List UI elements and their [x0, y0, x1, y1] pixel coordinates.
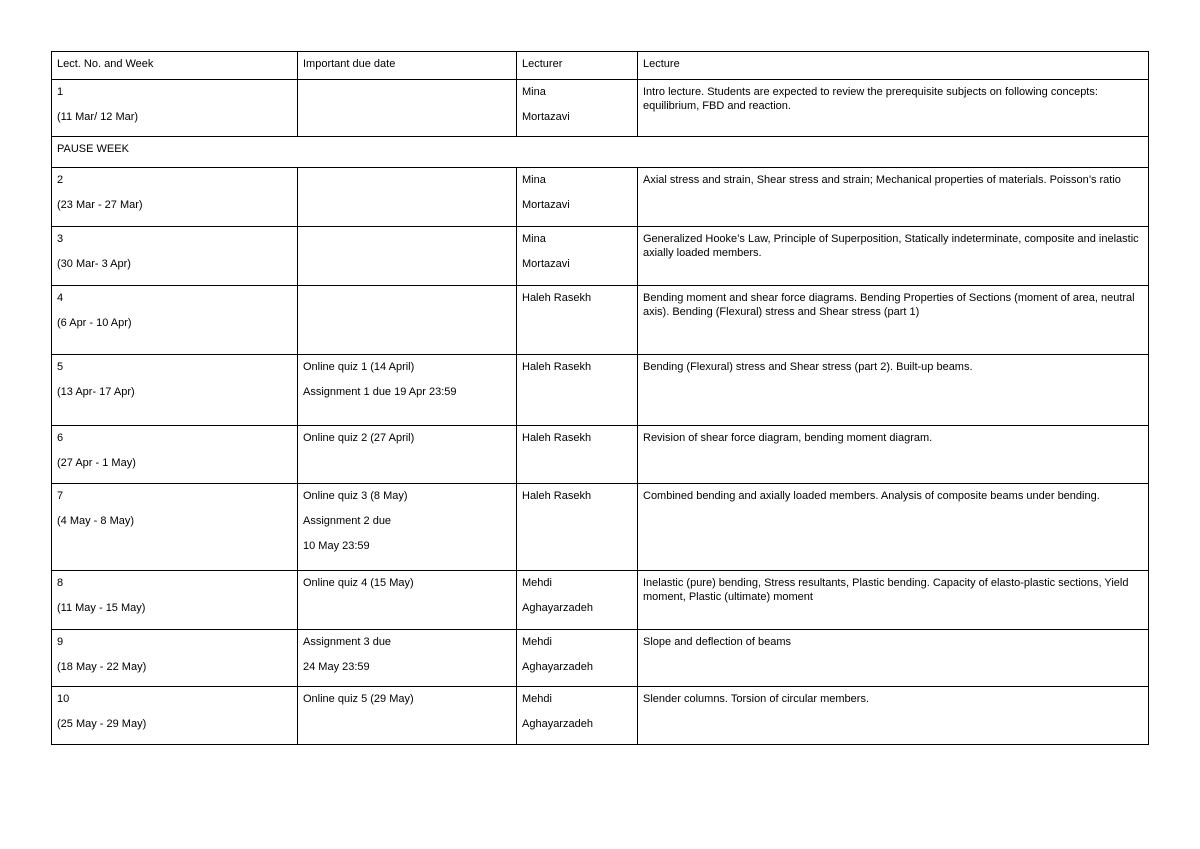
lecture-topic-cell	[638, 286, 1149, 355]
lecture-topic-cell	[638, 80, 1149, 137]
lecturer-cell	[517, 80, 638, 137]
due-date-cell-line: Online quiz 5 (29 May)	[303, 693, 414, 705]
lecture-topic-cell-line: Inelastic (pure) bending, Stress resultants, Plastic bending. Capacity of elasto-plastic sections, Yield moment, Plastic (ultimate) moment	[643, 577, 1129, 604]
lecturer-cell-line: Mehdi	[522, 577, 552, 589]
lecture-week-cell-line: (11 Mar/ 12 Mar)	[57, 111, 139, 124]
lecture-topic-cell-line: Slender columns. Torsion of circular members.	[643, 693, 869, 705]
lecture-week-cell-line: 5	[57, 361, 64, 373]
schedule-row	[52, 80, 1149, 137]
lecture-week-cell	[52, 355, 298, 426]
lecture-week-cell	[52, 484, 298, 571]
lecture-topic-cell-line: Combined bending and axially loaded members. Analysis of composite beams under bending.	[643, 490, 1100, 502]
due-date-cell	[298, 286, 517, 355]
lecture-week-cell	[52, 687, 298, 745]
schedule-body	[52, 52, 1149, 745]
lecture-week-cell	[52, 630, 298, 687]
lecture-week-cell-line: (6 Apr - 10 Apr)	[57, 317, 132, 330]
header-lecture: Lecture	[638, 52, 1149, 80]
due-date-cell	[298, 484, 517, 571]
lecture-topic-cell	[638, 426, 1149, 484]
due-date-cell-line: Assignment 3 due	[303, 636, 392, 648]
lecturer-cell-line: Mina	[522, 86, 546, 98]
lecture-week-cell-line: (18 May - 22 May)	[57, 661, 147, 674]
lecture-topic-cell	[638, 687, 1149, 745]
lecture-week-cell-line: 9	[57, 636, 64, 648]
due-date-cell-line: 24 May 23:59	[303, 661, 370, 674]
lecturer-cell-line: Haleh Rasekh	[522, 361, 592, 373]
due-date-cell-line: Online quiz 3 (8 May)	[303, 490, 408, 502]
due-date-cell-line: Assignment 2 due	[303, 515, 392, 528]
schedule-row	[52, 630, 1149, 687]
pause-week-row	[52, 137, 1149, 168]
lecture-week-cell-line: (27 Apr - 1 May)	[57, 457, 136, 470]
due-date-cell	[298, 80, 517, 137]
schedule-row	[52, 168, 1149, 227]
lecture-week-cell-line: 7	[57, 490, 64, 502]
schedule-row	[52, 571, 1149, 630]
lecture-topic-cell	[638, 227, 1149, 286]
lecturer-cell-line: Mina	[522, 233, 546, 245]
lecturer-cell	[517, 168, 638, 227]
lecture-week-cell-line: 6	[57, 432, 64, 444]
due-date-cell	[298, 426, 517, 484]
lecture-week-cell	[52, 80, 298, 137]
lecture-week-cell	[52, 168, 298, 227]
lecture-week-cell-line: (30 Mar- 3 Apr)	[57, 258, 131, 271]
lecturer-cell-line: Mina	[522, 174, 546, 186]
lecture-week-cell-line: (4 May - 8 May)	[57, 515, 135, 528]
lecturer-cell-line: Mortazavi	[522, 258, 570, 271]
due-date-cell-line: Assignment 1 due 19 Apr 23:59	[303, 386, 457, 399]
lecture-week-cell-line: 3	[57, 233, 64, 245]
schedule-row	[52, 227, 1149, 286]
header-lecturer: Lecturer	[517, 52, 638, 80]
lecture-week-cell	[52, 286, 298, 355]
due-date-cell-line: Online quiz 2 (27 April)	[303, 432, 415, 444]
header-due-date: Important due date	[298, 52, 517, 80]
header-lect-week: Lect. No. and Week	[52, 52, 298, 80]
lecturer-cell	[517, 227, 638, 286]
lecturer-cell-line: Haleh Rasekh	[522, 490, 592, 502]
lecture-topic-cell-line: Slope and deflection of beams	[643, 636, 791, 648]
due-date-cell-line: Online quiz 1 (14 April)	[303, 361, 415, 373]
pause-week-label: PAUSE WEEK	[52, 137, 1149, 168]
lecturer-cell-line: Haleh Rasekh	[522, 432, 592, 444]
lecturer-cell-line: Mortazavi	[522, 111, 570, 124]
due-date-cell	[298, 571, 517, 630]
lecture-week-cell-line: (25 May - 29 May)	[57, 718, 147, 731]
lecturer-cell-line: Mehdi	[522, 636, 552, 648]
due-date-cell	[298, 227, 517, 286]
due-date-cell	[298, 630, 517, 687]
lecture-topic-cell	[638, 168, 1149, 227]
lecture-schedule-table	[51, 51, 1149, 745]
lecture-week-cell-line: 8	[57, 577, 64, 589]
lecture-topic-cell	[638, 571, 1149, 630]
lecture-week-cell-line: 4	[57, 292, 64, 304]
lecture-week-cell-line: 2	[57, 174, 64, 186]
lecturer-cell	[517, 355, 638, 426]
lecture-week-cell	[52, 571, 298, 630]
due-date-cell	[298, 355, 517, 426]
lecture-topic-cell-line: Intro lecture. Students are expected to review the prerequisite subjects on following concepts: equilibrium, FBD and reaction.	[643, 86, 1098, 113]
lecturer-cell-line: Mehdi	[522, 693, 552, 705]
lecture-week-cell	[52, 227, 298, 286]
lecture-week-cell	[52, 426, 298, 484]
lecturer-cell	[517, 630, 638, 687]
schedule-row	[52, 687, 1149, 745]
due-date-cell	[298, 168, 517, 227]
lecturer-cell	[517, 484, 638, 571]
header-row	[52, 52, 1149, 80]
lecturer-cell	[517, 286, 638, 355]
due-date-cell-line: Online quiz 4 (15 May)	[303, 577, 414, 589]
lecturer-cell-line: Aghayarzadeh	[522, 718, 593, 731]
lecture-week-cell-line: 1	[57, 86, 64, 98]
lecturer-cell	[517, 687, 638, 745]
schedule-row	[52, 286, 1149, 355]
schedule-row	[52, 484, 1149, 571]
due-date-cell-line: 10 May 23:59	[303, 540, 370, 553]
lecturer-cell-line: Mortazavi	[522, 199, 570, 212]
lecturer-cell-line: Aghayarzadeh	[522, 602, 593, 615]
lecturer-cell-line: Aghayarzadeh	[522, 661, 593, 674]
lecture-topic-cell	[638, 355, 1149, 426]
lecture-topic-cell-line: Axial stress and strain, Shear stress and strain; Mechanical properties of materials. Poisson’s ratio	[643, 174, 1121, 186]
lecturer-cell	[517, 426, 638, 484]
lecture-topic-cell-line: Generalized Hooke’s Law, Principle of Superposition, Statically indeterminate, composite and inelastic axially loaded members.	[643, 233, 1139, 260]
lecture-topic-cell	[638, 630, 1149, 687]
lecture-topic-cell	[638, 484, 1149, 571]
schedule-row	[52, 426, 1149, 484]
lecture-week-cell-line: (11 May - 15 May)	[57, 602, 146, 615]
schedule-row	[52, 355, 1149, 426]
due-date-cell	[298, 687, 517, 745]
lecture-topic-cell-line: Bending (Flexural) stress and Shear stress (part 2). Built-up beams.	[643, 361, 973, 373]
lecture-week-cell-line: (23 Mar - 27 Mar)	[57, 199, 143, 212]
lecture-week-cell-line: (13 Apr- 17 Apr)	[57, 386, 135, 399]
lecture-week-cell-line: 10	[57, 693, 70, 705]
lecture-topic-cell-line: Revision of shear force diagram, bending moment diagram.	[643, 432, 933, 444]
lecturer-cell-line: Haleh Rasekh	[522, 292, 592, 304]
lecturer-cell	[517, 571, 638, 630]
lecture-topic-cell-line: Bending moment and shear force diagrams. Bending Properties of Sections (moment of area, neutral axis). Bending (Flexural) stress and Shear stress (part 1)	[643, 292, 1135, 319]
